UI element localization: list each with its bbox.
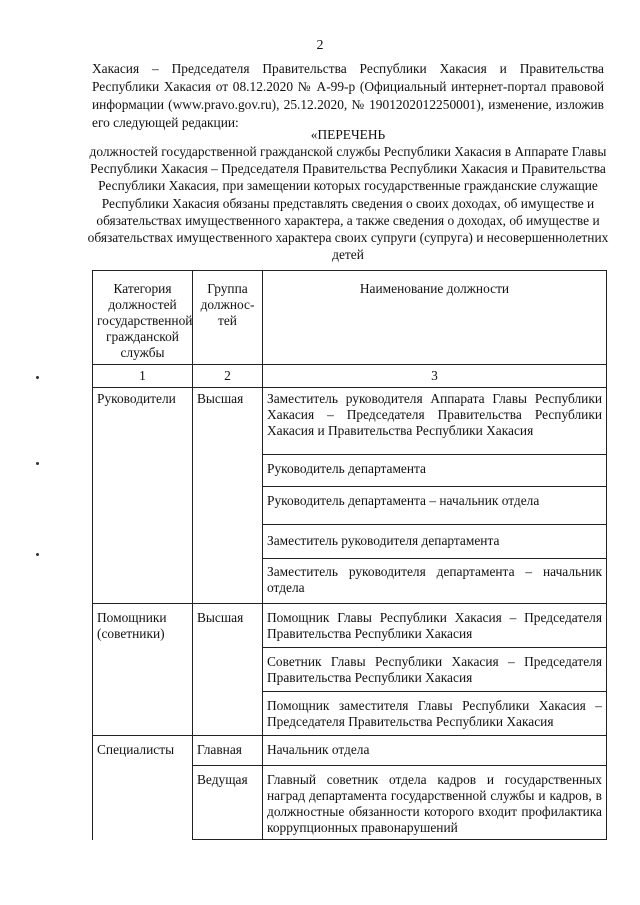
header-group: Группа должнос-тей <box>193 271 263 365</box>
column-number: 1 <box>93 365 193 388</box>
group-cell: Главная <box>193 736 263 766</box>
position-cell: Главный советник отдела кадров и государственных наград департамента государственной службы и кадров, в должностные обязанности которого входит профилактика коррупционных правонарушений <box>263 766 607 840</box>
position-cell: Советник Главы Республики Хакасия – Председателя Правительства Республики Хакасия <box>263 648 607 692</box>
position-cell: Заместитель руководителя Аппарата Главы Республики Хакасия – Председателя Правительства Республики Хакасия и Правительства Республики Хакасия <box>263 388 607 455</box>
position-cell: Помощник заместителя Главы Республики Хакасия – Председателя Правительства Республики Хакасия <box>263 692 607 736</box>
positions-table <box>92 270 607 840</box>
position-cell: Руководитель департамента – начальник отдела <box>263 487 607 525</box>
table-header-row <box>93 271 607 365</box>
position-cell: Заместитель руководителя департамента <box>263 525 607 559</box>
column-number-row <box>93 365 607 388</box>
scan-dot <box>36 462 39 465</box>
position-cell: Руководитель департамента <box>263 455 607 487</box>
group-cell: Ведущая <box>193 766 263 840</box>
group-cell: Высшая <box>193 604 263 736</box>
position-cell: Помощник Главы Республики Хакасия – Председателя Правительства Республики Хакасия <box>263 604 607 648</box>
page-number: 2 <box>316 38 324 53</box>
table-row <box>93 736 607 766</box>
position-cell: Заместитель руководителя департамента – начальник отдела <box>263 559 607 604</box>
scan-dot <box>36 376 39 379</box>
header-category: Категория должностей государственной гражданской службы <box>93 271 193 365</box>
group-cell: Высшая <box>193 388 263 604</box>
column-number: 3 <box>263 365 607 388</box>
position-cell: Начальник отдела <box>263 736 607 766</box>
list-subtitle: должностей государственной гражданской службы Республики Хакасия в Аппарате Главы Республики Хакасия – Председателя Правительства Республики Хакасия и Правительства Республики Хакасия, при замещении которых государственные гражданские служащие Республики Хакасия обязаны представлять сведения о своих доходах, об имуществе и обязательствах имущественного характера, а также сведения о доходах, об имуществе и обязательствах имущественного характера своих супруги (супруга) и несовершеннолетних детей <box>87 144 609 263</box>
column-number: 2 <box>193 365 263 388</box>
table-row <box>93 388 607 455</box>
intro-paragraph <box>92 60 604 132</box>
category-cell: Помощники (советники) <box>93 604 193 736</box>
intro-text: Хакасия – Председателя Правительства Республики Хакасия и Правительства Республики Хакасия от 08.12.2020 № А-99-р (Официальный интернет-портал правовой информации (www.pravo.gov.ru), 25.12.2020, № 1901202012250001), изменение, изложив его следующей редакции: <box>92 61 604 130</box>
header-position-name: Наименование должности <box>263 271 607 365</box>
list-title: «ПЕРЕЧЕНЬ <box>310 127 386 142</box>
category-cell: Руководители <box>93 388 193 604</box>
scan-dot <box>36 553 39 556</box>
category-cell: Специалисты <box>93 736 193 840</box>
table-row <box>93 604 607 648</box>
